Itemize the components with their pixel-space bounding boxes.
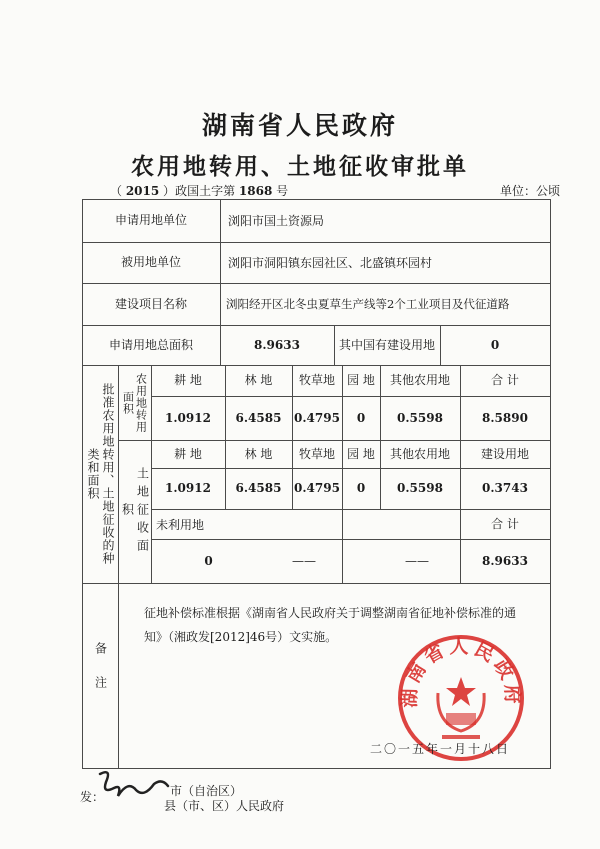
exp-total-value: 8.9633 <box>482 553 528 568</box>
document-number: （ 2015 ）政国土字第 1868 号 <box>110 184 289 198</box>
exp-value-other-farm: 0.5598 <box>397 481 443 495</box>
conv-value-total: 8.5890 <box>482 410 528 425</box>
issue-date: 二〇一五年一月十八日 <box>370 742 511 756</box>
distribution-line-2: 县（市、区）人民政府 <box>164 799 285 813</box>
applicant-label: 申请用地单位 <box>114 213 187 227</box>
conv-value-grassland: 0.4795 <box>294 410 340 425</box>
exp-value-garden: 0 <box>356 481 366 495</box>
section-main-label: 批准农用地转用、土地征收的种类和面积 <box>86 383 115 565</box>
exp-value-cultivated: 1.0912 <box>165 481 211 495</box>
doc-suffix: 号 <box>276 184 289 198</box>
unused-land-value: 0 <box>204 553 213 568</box>
conv-header-forest: 林 地 <box>244 373 273 387</box>
conv-value-other-farm: 0.5598 <box>397 410 443 425</box>
exp-header-other-farm: 其他农用地 <box>389 446 450 461</box>
total-area-value: 8.9633 <box>254 337 300 352</box>
conv-header-total: 合 计 <box>491 373 519 387</box>
unit-label: 单位：公顷 <box>500 184 561 198</box>
doc-prefix: 政国土字第 <box>175 184 236 198</box>
unused-dash-2: —— <box>405 553 429 568</box>
exp-total-label: 合 计 <box>491 516 519 531</box>
land-owner-label: 被用地单位 <box>120 255 181 269</box>
conv-header-garden: 园 地 <box>347 373 375 387</box>
project-label: 建设项目名称 <box>114 296 187 311</box>
total-area-label: 申请用地总面积 <box>108 337 193 352</box>
conv-header-cultivated: 耕 地 <box>174 373 202 387</box>
conversion-label: 农用地转用面积 <box>121 372 148 433</box>
document-title: 湖南省人民政府 <box>201 111 398 140</box>
unused-land-label: 未利用地 <box>156 517 205 532</box>
expropriation-label: 土地征收面积 <box>120 466 150 557</box>
exp-header-construction: 建设用地 <box>480 446 529 461</box>
land-owner-value: 浏阳市洞阳镇东园社区、北盛镇环园村 <box>228 256 433 270</box>
doc-year: 2015 <box>125 184 160 198</box>
conv-header-other-farm: 其他农用地 <box>389 373 450 387</box>
project-value: 浏阳经开区北冬虫夏草生产线等2个工业项目及代征道路 <box>226 297 510 311</box>
conv-value-cultivated: 1.0912 <box>165 410 211 425</box>
distribution-label: 发： <box>80 790 105 804</box>
svg-text:湖南省人民政府: 湖南省人民政府 <box>398 635 524 709</box>
state-owned-value: 0 <box>490 337 500 352</box>
exp-value-construction: 0.3743 <box>482 481 528 495</box>
exp-header-grassland: 牧草地 <box>298 446 335 461</box>
remarks-text: 征地补偿标准根据《湖南省人民政府关于调整湖南省征地补偿标准的通知》（湘政发[2012]46号）文实施。 <box>144 606 517 644</box>
exp-header-forest: 林 地 <box>244 446 273 461</box>
doc-number-value: 1868 <box>238 184 273 198</box>
document-subtitle: 农用地转用、土地征收审批单 <box>131 153 469 180</box>
exp-header-cultivated: 耕 地 <box>174 446 202 461</box>
exp-value-forest: 6.4585 <box>235 481 282 495</box>
remarks-label: 备注 <box>93 641 108 710</box>
conv-value-garden: 0 <box>356 410 366 425</box>
applicant-value: 浏阳市国土资源局 <box>228 214 325 228</box>
unused-dash-1: —— <box>292 553 316 568</box>
exp-header-garden: 园 地 <box>347 446 375 461</box>
state-owned-label: 其中国有建设用地 <box>338 337 435 352</box>
exp-value-grassland: 0.4795 <box>294 481 340 495</box>
conv-value-forest: 6.4585 <box>235 410 282 425</box>
conv-header-grassland: 牧草地 <box>298 373 335 387</box>
distribution-line-1: 市（自治区） <box>170 784 243 798</box>
